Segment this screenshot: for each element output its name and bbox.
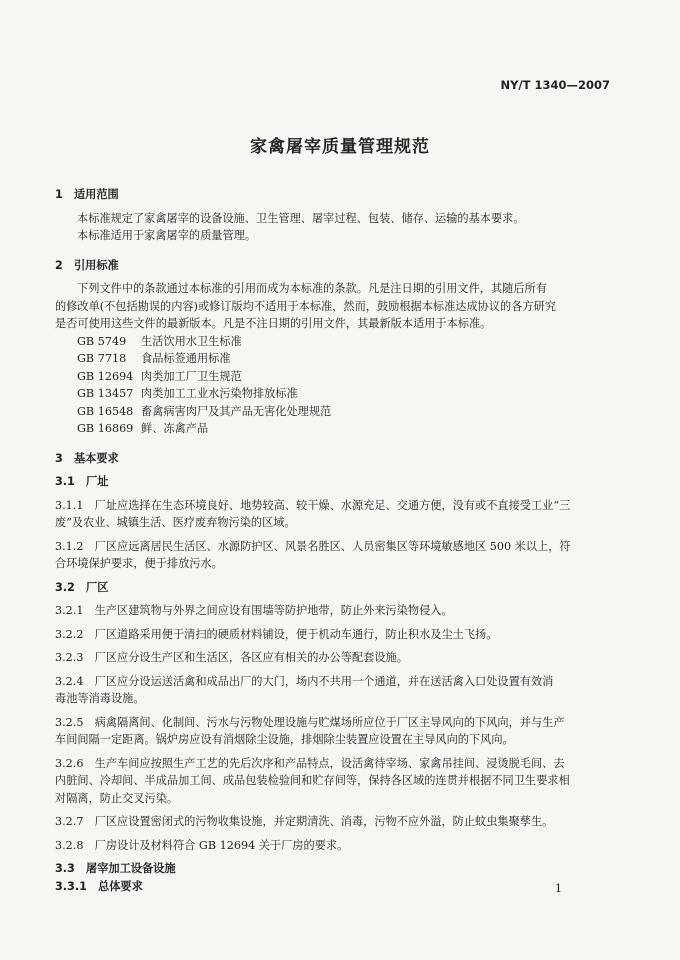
clause-line: 3.1.1 厂址应选择在生态环境良好、地势较高、较干燥、水源充足、交通方便，没有或不直接受工业“三 [55,498,571,512]
clause-line: 合环境保护要求，便于排放污水。 [55,557,223,570]
clause-line: 车间间隔一定距离。锅炉房应设有消烟除尘设施，排烟除尘装置应设置在主导风向的下风向。 [55,733,514,746]
document-title: 家禽屠宰质量管理规范 [250,137,430,157]
subsection-heading: 3.1 厂址 [55,475,109,488]
reference-item: GB 16869 鲜、冻禽产品 [77,422,209,435]
page-number: 1 [555,882,562,895]
section-heading-3: 3 基本要求 [55,451,119,465]
clause-line: 3.2.2 厂区道路采用便于清扫的硬质材料铺设，便于机动车通行，防止积水及尘土飞扬。 [55,627,498,641]
paragraph-line: 本标准适用于家禽屠宰的质量管理。 [77,229,257,242]
clause-line: 3.2.1 生产区建筑物与外界之间应设有围墙等防护地带，防止外来污染物侵入。 [55,604,453,617]
paragraph-line: 是否可使用这些文件的最新版本。凡是不注日期的引用文件，其最新版本适用于本标准。 [55,317,492,330]
document-body [55,186,615,895]
reference-item: GB 7718 食品标签通用标准 [77,352,231,365]
reference-item: GB 13457 肉类加工工业水污染物排放标准 [77,387,298,400]
clause-line: 3.1.2 厂区应远离居民生活区、水源防护区、风景名胜区、人员密集区等环境敏感地区 500 米以上，符 [55,539,571,553]
clause-line: 内脏间、冷却间、半成品加工间、成品包装检验间和贮存间等，保持各区域的连贯并根据不同卫生要求相 [55,774,570,787]
paragraph-line: 的修改单(不包括勘误的内容)或修订版均不适用于本标准，然而，鼓励根据本标准达成协议的各方研究 [55,299,556,313]
paragraph-line: 下列文件中的条款通过本标准的引用而成为本标准的条款。凡是注日期的引用文件，其随后所有 [77,282,547,295]
reference-item: GB 12694 肉类加工厂卫生规范 [77,369,242,383]
subsection-heading: 3.3.1 总体要求 [55,879,143,893]
paragraph-line: 本标准规定了家禽屠宰的设备设施、卫生管理、屠宰过程、包装、储存、运输的基本要求。 [77,211,525,225]
section-heading-2: 2 引用标准 [55,258,119,272]
clause-line: 对隔离，防止交叉污染。 [55,791,179,805]
reference-item: GB 5749 生活饮用水卫生标准 [77,334,242,348]
clause-line: 3.2.6 生产车间应按照生产工艺的先后次序和产品特点，设活禽待宰场、家禽吊挂间、浸烫脱毛间、去 [55,756,565,770]
clause-line: 3.2.7 厂区应设置密闭式的污物收集设施，并定期清洗、消毒，污物不应外溢，防止蚊虫集聚孳生。 [55,815,554,828]
standard-code: NY/T 1340—2007 [500,78,610,92]
clause-line: 3.2.4 厂区应分设运送活禽和成品出厂的大门，场内不共用一个通道，并在送活禽入口处设置有效消 [55,674,554,688]
clause-line: 3.2.5 病禽隔离间、化制间、污水与污物处理设施与贮煤场所应位于厂区主导风向的下风向，并与生产 [55,715,565,729]
reference-item: GB 16548 畜禽病害肉尸及其产品无害化处理规范 [77,404,332,418]
clause-line: 废”及农业、城镇生活、医疗废弃物污染的区域。 [55,516,296,529]
clause-line: 3.2.8 厂房设计及材料符合 GB 12694 关于厂房的要求。 [55,838,349,852]
subsection-heading: 3.2 厂区 [55,580,109,594]
clause-line: 3.2.3 厂区应分设生产区和生活区，各区应有相关的办公等配套设施。 [55,651,408,664]
subsection-heading: 3.3 屠宰加工设备设施 [55,862,176,875]
section-heading-1: 1 适用范围 [55,188,119,201]
clause-line: 毒池等消毒设施。 [55,692,145,705]
